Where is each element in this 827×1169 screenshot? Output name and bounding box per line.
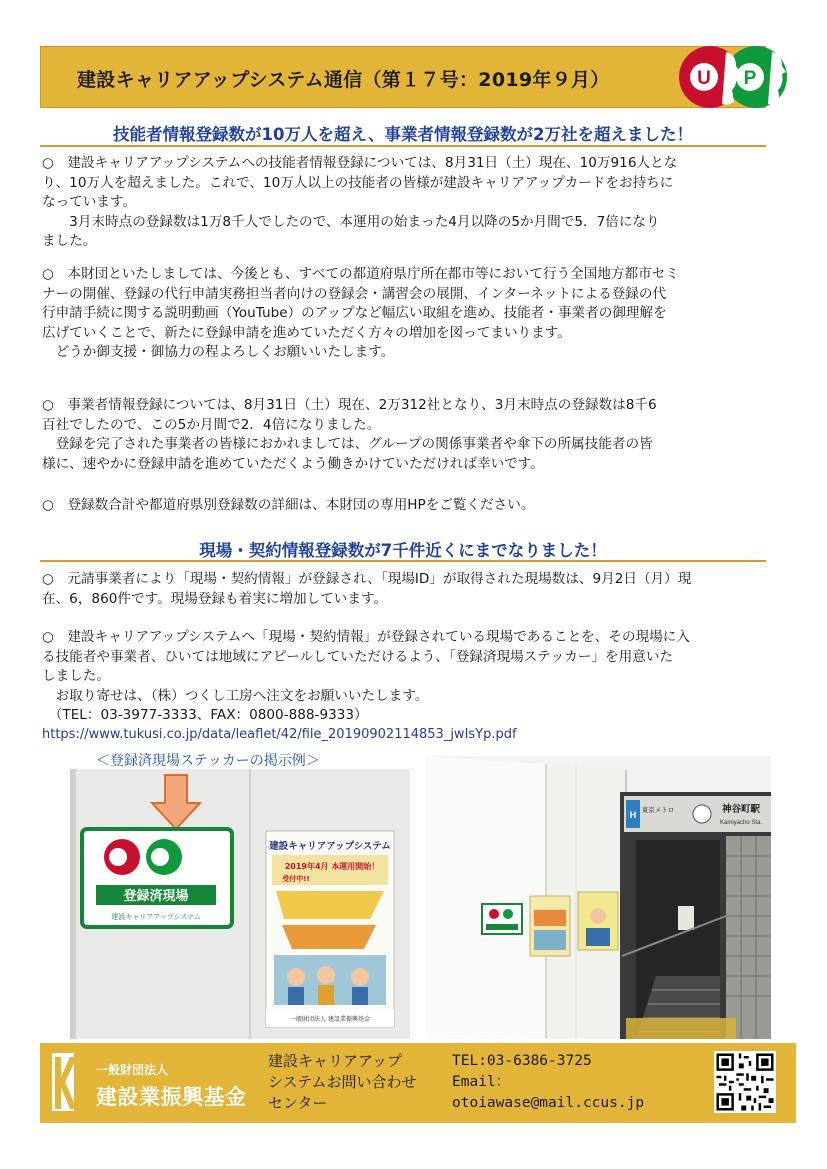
- text-line: ナーの開催、登録の代行申請実務担当者向けの登録会・講習会の展開、インターネットによる登録の代: [42, 285, 667, 302]
- text-line: （TEL：03-3977-3333、FAX：0800-888-9333）: [42, 707, 368, 723]
- leaflet-link[interactable]: https://www.tukusi.co.jp/data/leaflet/42/file_20190902114853_jwIsYp.pdf: [42, 727, 517, 742]
- header-title: 建設キャリアアップシステム通信（第１７号：2019年９月）: [77, 69, 610, 91]
- text-line: り、10万人を超えました。これで、10万人以上の技能者の皆様が建設キャリアアップカードをお持ちに: [42, 174, 674, 191]
- section-headline-2: 現場・契約情報登録数が7千件近くにまでなりました！: [199, 541, 607, 560]
- paragraph-sticker: [42, 628, 782, 726]
- text-line: ました。: [42, 233, 97, 249]
- contact-line: 建設キャリアアップ: [268, 1052, 402, 1070]
- paragraph-hp: [42, 496, 782, 516]
- text-line: 3月末時点の登録数は1万8千人でしたので、本運用の始まった4月以降の5か月間で5．7倍になり: [42, 213, 660, 230]
- text-line: しました。: [42, 668, 110, 684]
- contact-center: [268, 1051, 417, 1114]
- contact-email-label: Email：: [452, 1074, 511, 1090]
- contact-line: システムお問い合わせ: [268, 1073, 417, 1091]
- poster-footer: 一般財団法人 建設業振興基金: [290, 1016, 370, 1023]
- text-line: ○ 登録数合計や都道府県別登録数の詳細は、本財団の専用HPをご覧ください。: [42, 497, 535, 513]
- station-name-en: Kamiyacho Sta.: [719, 820, 763, 826]
- contact-details: [452, 1051, 644, 1114]
- text-line: 行申請手続に関する説明動画（YouTube）のアップなど幅広い取組を進め、技能者・事業者の御理解を: [42, 305, 667, 321]
- org-name: 建設業振興基金: [96, 1085, 247, 1109]
- poster-title: 建設キャリアアップシステム: [269, 841, 391, 852]
- poster-date: 2019年4月 本運用開始！: [284, 862, 380, 871]
- metro-sign: 東京メトロ: [641, 806, 675, 814]
- text-line: どうか御支援・御協力の程よろしくお願いいたします。: [42, 344, 395, 360]
- poster-sub: 受付中!!: [282, 875, 310, 883]
- foundation-logo-icon: [52, 1053, 74, 1111]
- photo-station-entrance: [426, 756, 771, 1039]
- paragraph-sites: [42, 570, 782, 609]
- paragraph-initiatives: [42, 265, 782, 363]
- paragraph-registration: [42, 154, 782, 252]
- footer-banner: [40, 1043, 796, 1123]
- up-logo: [676, 44, 791, 110]
- text-line: ○ 建設キャリアアップシステムへの技能者情報登録については、8月31日（土）現在、10万916人とな: [42, 155, 678, 171]
- text-line: お取り寄せは、（株）つくし工房へ注文をお願いいたします。: [42, 687, 429, 704]
- photo-caption: ＜登録済現場ステッカーの掲示例＞: [96, 753, 320, 769]
- header-banner: [40, 46, 766, 108]
- contact-email[interactable]: otoiawase@mail.ccus.jp: [452, 1095, 645, 1111]
- org-type: 一般財団法人: [96, 1063, 169, 1077]
- text-line: 在、6，860件です。現場登録も着実に増加しています。: [42, 590, 388, 607]
- photo-sticker-wall: [70, 769, 410, 1039]
- station-name-sign: 神谷町駅: [721, 804, 761, 815]
- text-line: ○ 建設キャリアアップシステムへ「現場・契約情報」が登録されている現場であることを、その現場に入: [42, 629, 690, 645]
- paragraph-companies: [42, 396, 782, 474]
- text-line: ○ 事業者情報登録については、8月31日（土）現在、2万312社となり、3月末時点の登録数は8千6: [42, 397, 657, 413]
- logo-letter-p: P: [743, 68, 757, 89]
- text-line: 登録を完了された事業者の皆様におかれましては、グループの関係事業者や傘下の所属技能者の皆: [42, 436, 653, 452]
- sticker-label: 登録済現場: [123, 889, 189, 904]
- contact-line: センター: [268, 1094, 328, 1112]
- text-line: る技能者や事業者、ひいては地域にアピールしていただけるよう、「登録済現場ステッカー」を用意いた: [42, 648, 674, 665]
- section-rule-1: [40, 145, 766, 147]
- text-line: 様に、速やかに登録申請を進めていただくよう働きかけていただければ幸いです。: [42, 455, 544, 472]
- section-headline-1: 技能者情報登録数が10万人を超え、事業者情報登録数が2万社を超えました！: [113, 125, 693, 144]
- text-line: ○ 本財団といたしましては、今後とも、すべての都道府県庁所在都市等において行う全国地方都市セミ: [42, 266, 679, 282]
- line-code-sign: H: [629, 810, 637, 820]
- sticker-sub: 建設キャリアアップシステム: [111, 913, 201, 921]
- section-rule-2: [40, 560, 766, 562]
- text-line: なっています。: [42, 194, 137, 210]
- qr-code-icon[interactable]: [714, 1051, 776, 1113]
- text-line: 百社でしたので、この5か月間で2．4倍になりました。: [42, 416, 381, 433]
- logo-letter-u: U: [697, 68, 711, 89]
- text-line: 広げていくことで、新たに登録申請を進めていただく方々の増加を図ってまいります。: [42, 324, 571, 341]
- contact-tel: TEL:03-6386-3725: [452, 1053, 592, 1069]
- text-line: ○ 元請事業者により「現場・契約情報」が登録され、「現場ID」が取得された現場数は、9月2日（月）現: [42, 571, 692, 587]
